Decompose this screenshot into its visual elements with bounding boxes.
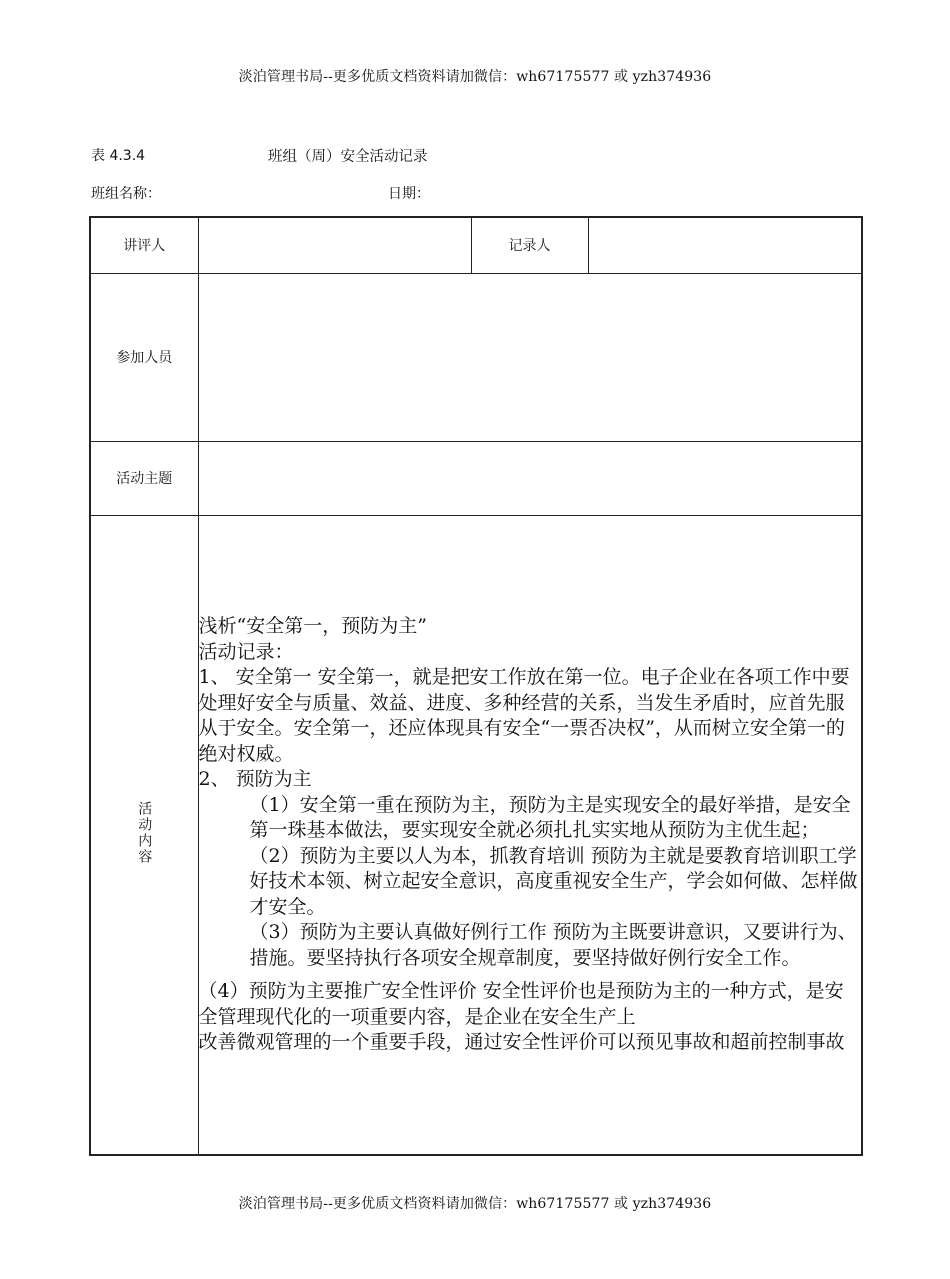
content-sub-1: （1）安全第一重在预防为主，预防为主是实现安全的最好举措，是安全第一珠基本做法，要实现安全就必须扎扎实实地从预防为主优生起；	[249, 793, 851, 841]
reviewer-row	[90, 217, 862, 273]
content-sub-2: （2）预防为主要以人为本，抓教育培训 预防为主就是要教育培训职工学好技术本领、树立起安全意识，高度重视安全生产，学会如何做、怎样做才安全。	[249, 844, 858, 918]
content-field[interactable]	[198, 515, 862, 1155]
content-label-cell	[90, 515, 198, 1155]
content-label: 活动内容	[136, 800, 153, 865]
date-label: 日期：	[388, 186, 430, 202]
page-footer: 淡泊管理书局--更多优质文档资料请加微信：wh67175577 或 yzh374936	[238, 1196, 712, 1212]
content-point-1: 1、 安全第一 安全第一，就是把安工作放在第一位。电子企业在各项工作中要处理好安全与质量、效益、进度、多种经营的关系，当发生矛盾时，应首先服从于安全。安全第一，还应体现具有安全“一票否决权”，从而树立安全第一的绝对权威。	[198, 666, 850, 765]
team-name-label: 班组名称：	[91, 186, 161, 202]
table-number: 表 4.3.4	[91, 148, 146, 164]
topic-label: 活动主题	[90, 441, 198, 515]
content-row	[90, 515, 862, 1155]
content-sub-3: （3）预防为主要认真做好例行工作 预防为主既要讲意识，又要讲行为、措施。要坚持执行各项安全规章制度，要坚持做好例行安全工作。	[249, 921, 857, 969]
topic-row	[90, 441, 862, 515]
content-sub-4: （4）预防为主要推广安全性评价 安全性评价也是预防为主的一种方式，是安全管理现代化的一项重要内容，是企业在安全生产上	[198, 980, 844, 1028]
participants-row	[90, 273, 862, 441]
document-title: 班组（周）安全活动记录	[268, 149, 428, 165]
topic-field[interactable]	[198, 441, 862, 515]
content-heading: 浅析“安全第一，预防为主”	[198, 615, 427, 637]
reviewer-label: 讲评人	[90, 217, 198, 273]
reviewer-field[interactable]	[198, 217, 471, 273]
content-record-label: 活动记录：	[198, 640, 294, 663]
content-point-2-title: 2、 预防为主	[198, 768, 312, 790]
page-header: 淡泊管理书局--更多优质文档资料请加微信：wh67175577 或 yzh374936	[238, 69, 712, 85]
participants-field[interactable]	[198, 273, 862, 441]
recorder-label: 记录人	[471, 217, 588, 273]
content-sub-4-cont: 改善微观管理的一个重要手段，通过安全性评价可以预见事故和超前控制事故	[198, 1031, 845, 1053]
recorder-field[interactable]	[588, 217, 862, 273]
participants-label: 参加人员	[90, 273, 198, 441]
activity-record-table	[89, 216, 863, 1156]
